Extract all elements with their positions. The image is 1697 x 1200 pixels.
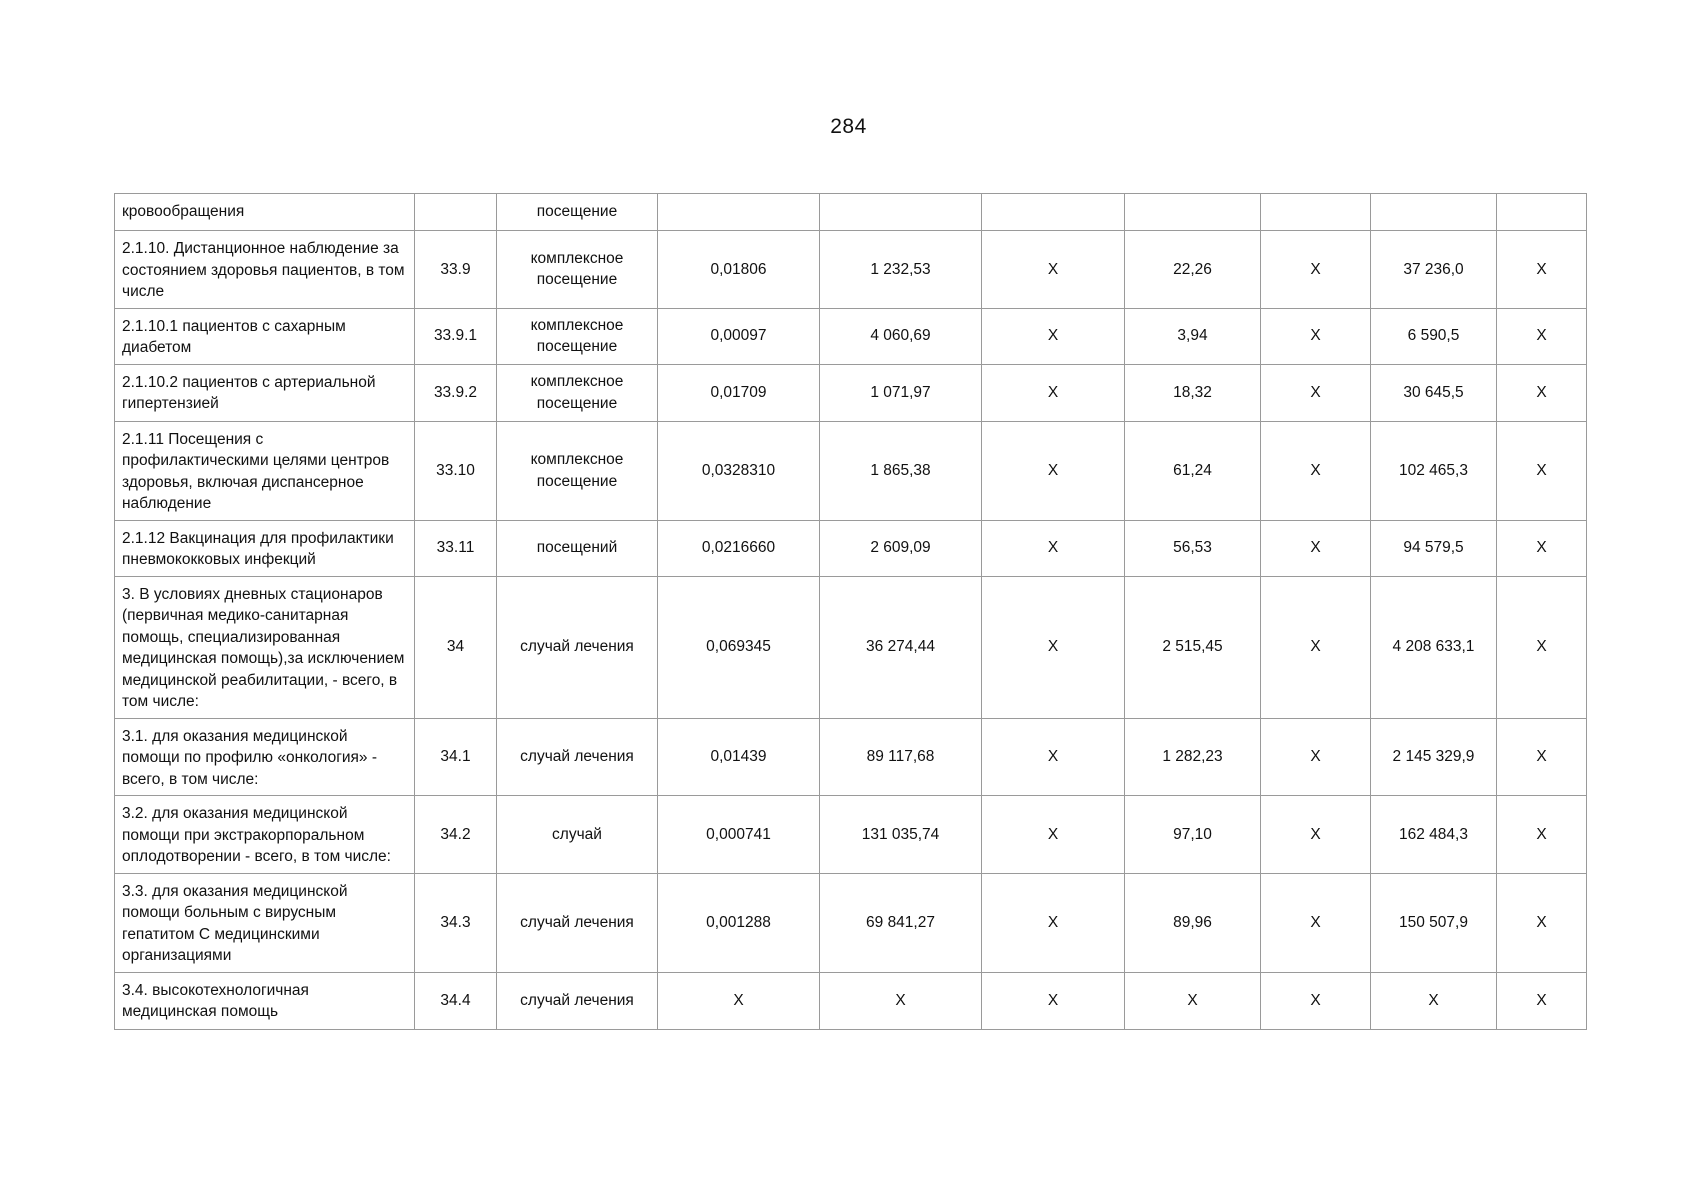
per-capita-cell: 61,24 [1125, 421, 1261, 520]
x-cell: X [1497, 796, 1587, 874]
per-capita-cell: 89,96 [1125, 873, 1261, 972]
row-name-cell: 3. В условиях дневных стационаров (первичная медико-санитарная помощь, специализированная медицинская помощь),за исключением медицинской реабилитации, - всего, в том числе: [115, 576, 415, 718]
row-code-cell: 33.9.1 [415, 308, 497, 364]
row-unit-cell: комплексное посещение [497, 421, 658, 520]
rate-cell: 0,001288 [658, 873, 820, 972]
row-unit-cell: комплексное посещение [497, 231, 658, 309]
x-cell: X [1497, 308, 1587, 364]
x-cell: X [982, 308, 1125, 364]
table-row [115, 972, 1587, 1029]
rate-cell: 0,069345 [658, 576, 820, 718]
table-row [115, 231, 1587, 309]
cost-cell [820, 194, 982, 231]
row-name-cell: кровообращения [115, 194, 415, 231]
table-row [115, 796, 1587, 874]
x-cell: X [1497, 972, 1587, 1029]
x-cell: X [982, 718, 1125, 796]
row-code-cell: 34.4 [415, 972, 497, 1029]
row-code-cell: 34.2 [415, 796, 497, 874]
total-cell: 6 590,5 [1371, 308, 1497, 364]
x-cell: X [1497, 873, 1587, 972]
row-name-cell: 3.4. высокотехнологичная медицинская помощь [115, 972, 415, 1029]
row-name-cell: 3.3. для оказания медицинской помощи больным с вирусным гепатитом С медицинскими организациями [115, 873, 415, 972]
table-row [115, 576, 1587, 718]
x-cell: X [1261, 576, 1371, 718]
row-code-cell: 33.9.2 [415, 364, 497, 421]
table-row [115, 421, 1587, 520]
cost-cell: 1 865,38 [820, 421, 982, 520]
cost-cell: 2 609,09 [820, 520, 982, 576]
row-unit-cell: случай лечения [497, 972, 658, 1029]
cost-cell: 1 071,97 [820, 364, 982, 421]
row-code-cell: 33.10 [415, 421, 497, 520]
x-cell: X [1261, 231, 1371, 309]
page-number: 284 [830, 115, 867, 138]
x-cell: X [1497, 231, 1587, 309]
total-cell [1371, 194, 1497, 231]
row-name-cell: 2.1.10.2 пациентов с артериальной гипертензией [115, 364, 415, 421]
table-row [115, 520, 1587, 576]
row-name-cell: 2.1.10.1 пациентов с сахарным диабетом [115, 308, 415, 364]
table-row [115, 364, 1587, 421]
x-cell: X [982, 421, 1125, 520]
x-cell: X [1261, 972, 1371, 1029]
cost-cell: X [820, 972, 982, 1029]
row-name-cell: 3.2. для оказания медицинской помощи при экстракорпоральном оплодотворении - всего, в том числе: [115, 796, 415, 874]
x-cell: X [982, 873, 1125, 972]
per-capita-cell: X [1125, 972, 1261, 1029]
x-cell: X [1497, 718, 1587, 796]
row-name-cell: 2.1.10. Дистанционное наблюдение за состоянием здоровья пациентов, в том числе [115, 231, 415, 309]
row-code-cell: 34.1 [415, 718, 497, 796]
per-capita-cell: 3,94 [1125, 308, 1261, 364]
row-name-cell: 3.1. для оказания медицинской помощи по профилю «онкология» - всего, в том числе: [115, 718, 415, 796]
total-cell: 4 208 633,1 [1371, 576, 1497, 718]
table-row [115, 718, 1587, 796]
rate-cell: 0,00097 [658, 308, 820, 364]
table-row [115, 873, 1587, 972]
x-cell [982, 194, 1125, 231]
total-cell: 37 236,0 [1371, 231, 1497, 309]
x-cell: X [982, 796, 1125, 874]
row-code-cell [415, 194, 497, 231]
x-cell: X [982, 520, 1125, 576]
total-cell: 94 579,5 [1371, 520, 1497, 576]
x-cell: X [1261, 421, 1371, 520]
cost-cell: 4 060,69 [820, 308, 982, 364]
x-cell: X [1261, 718, 1371, 796]
per-capita-cell: 1 282,23 [1125, 718, 1261, 796]
rate-cell: 0,01806 [658, 231, 820, 309]
row-unit-cell: случай лечения [497, 873, 658, 972]
row-unit-cell: случай [497, 796, 658, 874]
table-row [115, 308, 1587, 364]
table-row [115, 194, 1587, 231]
x-cell: X [1497, 520, 1587, 576]
table-body [115, 194, 1587, 1030]
rate-cell: 0,01439 [658, 718, 820, 796]
rate-cell: 0,0328310 [658, 421, 820, 520]
row-name-cell: 2.1.12 Вакцинация для профилактики пневмококковых инфекций [115, 520, 415, 576]
per-capita-cell [1125, 194, 1261, 231]
total-cell: 102 465,3 [1371, 421, 1497, 520]
total-cell: X [1371, 972, 1497, 1029]
row-code-cell: 33.9 [415, 231, 497, 309]
x-cell: X [1497, 576, 1587, 718]
row-unit-cell: комплексное посещение [497, 308, 658, 364]
rate-cell: X [658, 972, 820, 1029]
row-unit-cell: случай лечения [497, 718, 658, 796]
x-cell: X [1497, 421, 1587, 520]
x-cell: X [1261, 796, 1371, 874]
rate-cell: 0,01709 [658, 364, 820, 421]
row-code-cell: 34 [415, 576, 497, 718]
cost-cell: 1 232,53 [820, 231, 982, 309]
x-cell: X [982, 972, 1125, 1029]
rate-cell [658, 194, 820, 231]
row-name-cell: 2.1.11 Посещения с профилактическими целями центров здоровья, включая диспансерное наблюдение [115, 421, 415, 520]
rate-cell: 0,0216660 [658, 520, 820, 576]
x-cell: X [1261, 520, 1371, 576]
row-unit-cell: случай лечения [497, 576, 658, 718]
row-code-cell: 34.3 [415, 873, 497, 972]
total-cell: 30 645,5 [1371, 364, 1497, 421]
per-capita-cell: 97,10 [1125, 796, 1261, 874]
row-unit-cell: посещение [497, 194, 658, 231]
cost-cell: 36 274,44 [820, 576, 982, 718]
total-cell: 150 507,9 [1371, 873, 1497, 972]
x-cell: X [1261, 308, 1371, 364]
x-cell: X [982, 576, 1125, 718]
x-cell: X [1261, 873, 1371, 972]
per-capita-cell: 22,26 [1125, 231, 1261, 309]
cost-cell: 69 841,27 [820, 873, 982, 972]
cost-cell: 89 117,68 [820, 718, 982, 796]
row-code-cell: 33.11 [415, 520, 497, 576]
per-capita-cell: 2 515,45 [1125, 576, 1261, 718]
total-cell: 162 484,3 [1371, 796, 1497, 874]
x-cell [1497, 194, 1587, 231]
x-cell: X [982, 364, 1125, 421]
x-cell [1261, 194, 1371, 231]
x-cell: X [1261, 364, 1371, 421]
total-cell: 2 145 329,9 [1371, 718, 1497, 796]
per-capita-cell: 56,53 [1125, 520, 1261, 576]
x-cell: X [1497, 364, 1587, 421]
rate-cell: 0,000741 [658, 796, 820, 874]
row-unit-cell: комплексное посещение [497, 364, 658, 421]
data-table [114, 193, 1587, 1030]
per-capita-cell: 18,32 [1125, 364, 1261, 421]
row-unit-cell: посещений [497, 520, 658, 576]
cost-cell: 131 035,74 [820, 796, 982, 874]
x-cell: X [982, 231, 1125, 309]
